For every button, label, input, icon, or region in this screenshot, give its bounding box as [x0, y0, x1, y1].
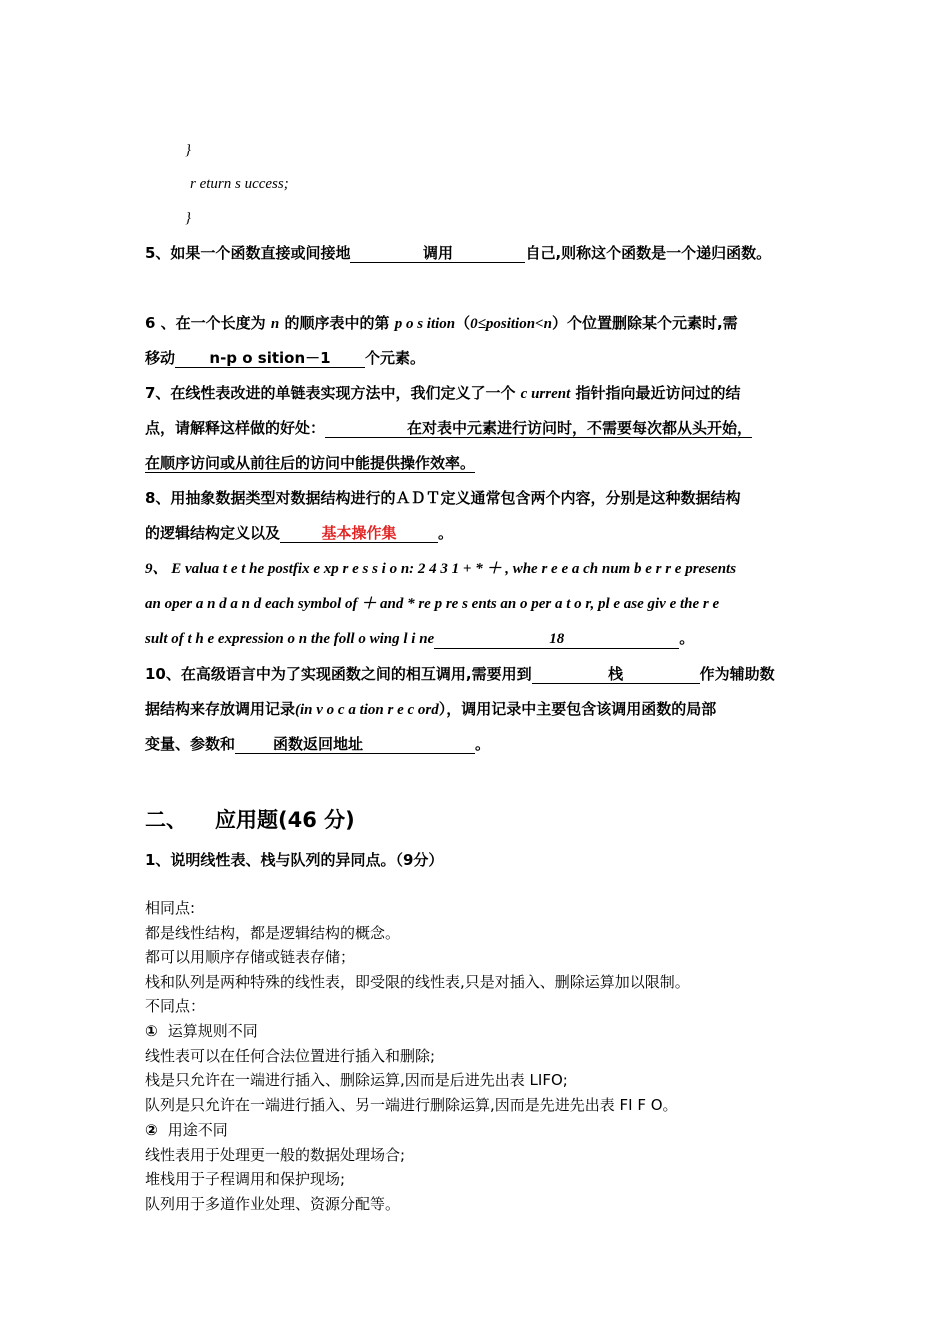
difference-heading-2: [145, 1120, 228, 1140]
q6-position: p o s ition: [394, 316, 456, 332]
q10-answer-1: 栈: [608, 665, 624, 683]
q6-var-n: n: [270, 316, 280, 332]
question-9-line-1: 9、 E valua t e t he postfix e xp r e s s i o n: 2 4 3 1 + * ＋ , whe r e e a ch num b e r r e presents: [145, 561, 737, 577]
similarity-2: 都可以用顺序存储或链表存储；: [145, 948, 356, 966]
q10-mid: 作为辅助数: [699, 665, 775, 683]
q6-suffix: 个元素。: [365, 349, 426, 367]
q5-answer-blank: [350, 244, 525, 263]
q7-prefix: 7、在线性表改进的单链表实现方法中，我们定义了一个: [145, 384, 521, 402]
q10-answer-2-blank: [235, 735, 475, 754]
code-closing-brace-1: }: [185, 142, 191, 158]
q6-mid: 的顺序表中的第: [279, 314, 395, 332]
question-7-line-1: [145, 383, 741, 404]
question-9-line-3: [145, 629, 694, 649]
question-8-line-2: [145, 523, 453, 543]
use-queue: 队列用于多道作业处理、资源分配等。: [145, 1195, 401, 1213]
q6-answer-blank: [175, 349, 365, 368]
question-5: [145, 243, 771, 263]
circled-number-1: ①: [145, 1022, 158, 1040]
q10-answer-2: 函数返回地址: [273, 735, 364, 753]
use-stack: 堆栈用于子程调用和保护现场;: [145, 1170, 346, 1188]
q6-paren: （: [455, 314, 471, 332]
q7-answer-part-2: 在顺序访问或从前往后的访问中能提供操作效率。: [145, 454, 476, 472]
similarity-3: 栈和队列是两种特殊的线性表，即受限的线性表,只是对插入、删除运算加以限制。: [145, 973, 690, 991]
q6-answer: n-p o sition－1: [209, 349, 331, 367]
q9-answer: 18: [549, 631, 565, 647]
q8-answer: 基本操作集: [321, 524, 397, 542]
q10-line2-b: ），调用记录中主要包含该调用函数的局部: [438, 700, 717, 718]
section-2-number: 二、: [145, 808, 187, 832]
q7-mid: 指针指向最近访问过的结: [570, 384, 741, 402]
use-linear-list: 线性表用于处理更一般的数据处理场合;: [145, 1146, 406, 1164]
q7-current: c urrent: [520, 386, 571, 402]
q9-prefix: sult of t h e expression o n the foll o wing l i ne: [145, 631, 435, 647]
q7-ask: 点，请解释这样做的好处：: [145, 419, 326, 437]
similarities-label: 相同点:: [145, 899, 196, 917]
q10-prefix: 10、在高级语言中为了实现函数之间的相互调用,需要用到: [145, 665, 532, 683]
rule-linear-list: 线性表可以在任何合法位置进行插入和删除;: [145, 1047, 436, 1065]
question-7-line-3: [145, 453, 475, 473]
q10-line3-a: 变量、参数和: [145, 735, 236, 753]
question-10-line-1: [145, 664, 775, 684]
code-return-statement: r eturn s uccess;: [190, 176, 289, 192]
q5-answer: 调用: [422, 244, 453, 262]
q5-suffix: 自己,则称这个函数是一个递归函数。: [525, 244, 772, 262]
q5-prefix: 5、如果一个函数直接或间接地: [145, 244, 351, 262]
q9-suffix: 。: [679, 631, 695, 647]
q10-answer-1-blank: [532, 665, 700, 684]
section-2-heading: [145, 806, 355, 834]
q6-range: 0≤position<n: [470, 316, 552, 332]
question-6-line-1: [145, 313, 738, 334]
q9-answer-blank: [434, 630, 679, 649]
similarity-1: 都是线性结构，都是逻辑结构的概念。: [145, 924, 401, 942]
circled-number-2: ②: [145, 1121, 158, 1139]
code-closing-brace-2: }: [185, 210, 191, 226]
question-10-line-3: [145, 734, 490, 754]
rule-stack: 栈是只允许在一端进行插入、删除运算,因而是后进先出表 LIFO;: [145, 1071, 568, 1089]
q10-invocation: (in v o c a tion r e c ord: [295, 702, 439, 718]
question-6-line-2: [145, 348, 425, 368]
q6-end: ）个位置删除某个元素时,需: [551, 314, 738, 332]
question-7-line-2: [145, 418, 752, 438]
q8-answer-blank: [280, 524, 438, 543]
differences-label: 不同点：: [145, 997, 206, 1015]
difference-heading-1: [145, 1021, 258, 1041]
question-9-line-2: an oper a n d a n d each symbol of ＋ and * re p re s ents an o per a t o r, pl e ase giv e the r e: [145, 596, 720, 612]
q10-suffix: 。: [475, 735, 491, 753]
q6-move: 移动: [145, 349, 176, 367]
question-8-line-1: 8、用抽象数据类型对数据结构进行的ＡＤＴ定义通常包含两个内容，分别是这种数据结构: [145, 489, 741, 507]
q8-prefix: 的逻辑结构定义以及: [145, 524, 281, 542]
question-10-line-2: [145, 699, 716, 720]
difference-heading-1-text: 运算规则不同: [167, 1022, 258, 1040]
section-2-title: 应用题(46 分): [215, 808, 355, 832]
application-question-1: 1、说明线性表、栈与队列的异同点。（9分）: [145, 851, 444, 869]
q7-answer-part-1: 在对表中元素进行访问时，不需要每次都从头开始，: [325, 419, 752, 438]
q8-suffix: 。: [438, 524, 454, 542]
difference-heading-2-text: 用途不同: [167, 1121, 228, 1139]
q6-prefix: 6 、在一个长度为: [145, 314, 271, 332]
q10-line2-a: 据结构来存放调用记录: [145, 700, 296, 718]
rule-queue: 队列是只允许在一端进行插入、另一端进行删除运算,因而是先进先出表 FI F O。: [145, 1096, 678, 1114]
